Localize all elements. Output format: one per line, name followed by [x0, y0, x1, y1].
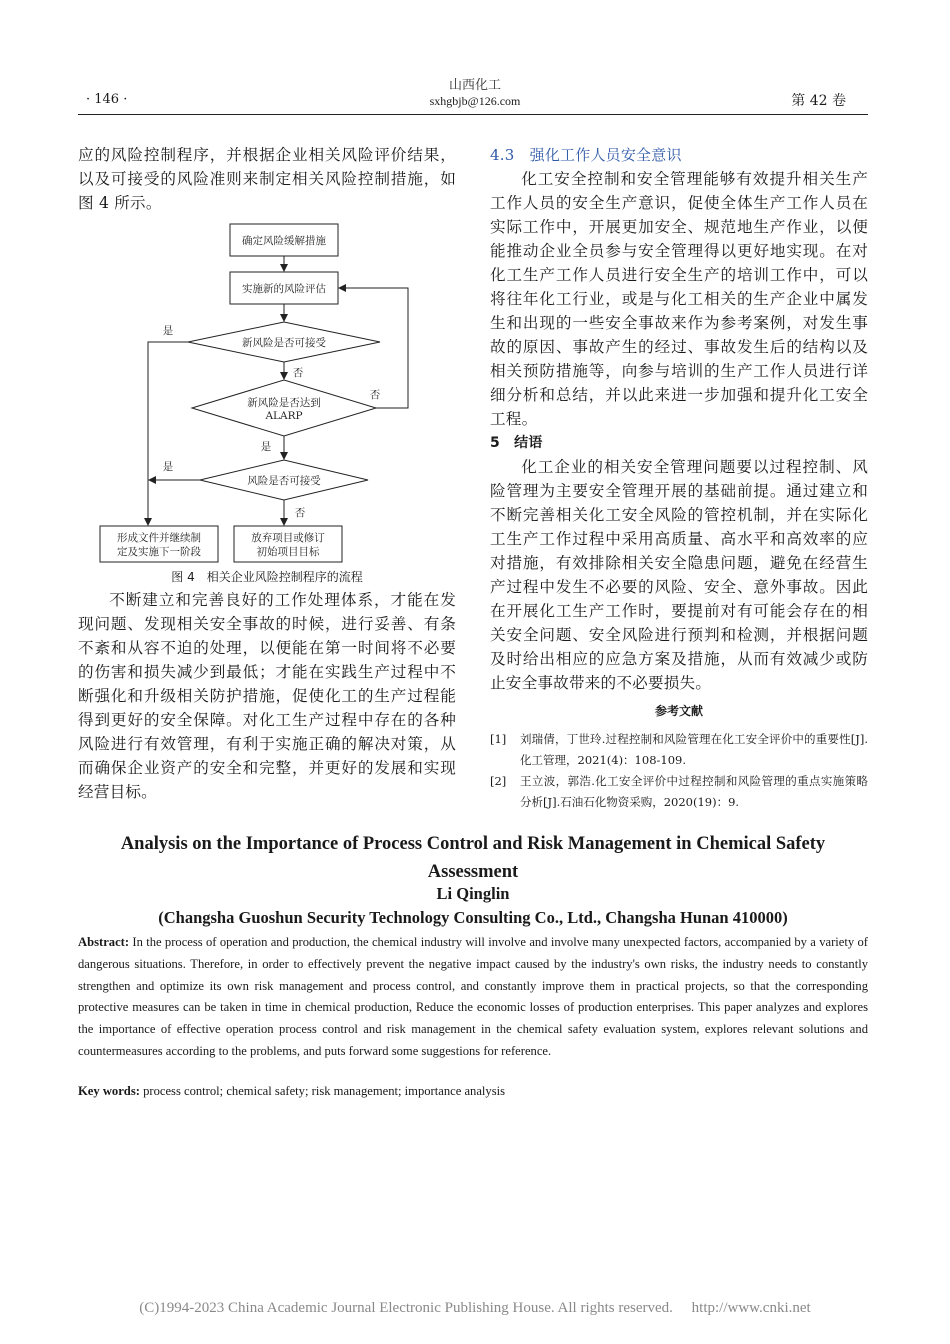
running-header	[375, 78, 575, 109]
right-column	[490, 143, 868, 813]
english-title: Analysis on the Importance of Process Control and Risk Management in Chemical Safety Assessment	[120, 834, 826, 882]
flow-no-1: 否	[292, 367, 304, 379]
flow-box3-label-2: 定及实施下一阶段	[117, 546, 201, 558]
flow-yes-1: 是	[162, 325, 174, 337]
left-intro	[78, 143, 456, 215]
journal-name: 山西化工	[448, 78, 501, 93]
english-abstract	[78, 932, 868, 1063]
section-4-3-body: 化工安全控制和安全管理能够有效提升相关生产工作人员的安全生产意识，促使全体生产工作人员在实际工作中，开展更加安全、规范地生产作业，以便能推动企业全员参与安全管理得以更好地实现。在对化工生产工作人员进行安全生产的培训工作中，可以将往年化工行业，或是与化工相关的生产企业中属发生和出现的一些安全事故来作为参考案例，对发生事故的原因、事故产生的经过、事故发生后的结构以及相关预防措施等，向参与培训的生产工作人员进行详细分析和总结，并以此来进一步加强和提升化工安全工程。	[490, 170, 868, 428]
page-number: · 146 ·	[86, 92, 128, 107]
english-affiliation: (Changsha Guoshun Security Technology Consulting Co., Ltd., Changsha Hunan 410000)	[158, 908, 788, 927]
keywords-label: Key words:	[78, 1084, 140, 1098]
header-rule	[78, 114, 868, 115]
body-paragraph-2: 不断建立和完善良好的工作处理体系，才能在发现问题、发现相关安全事故的时候，进行妥善、有条不紊和从容不迫的处理，以便能在第一时间将不必要的伤害和损失减少到最低；才能在实践生产过程中不断强化和升级相关防护措施，促使化工的生产过程能得到更好的安全保障。对化工生产过程中存在的各种风险进行有效管理，有利于实施正确的解决对策，从而确保企业资产的安全和完整，并更好的发展和实现经营目标。	[78, 591, 456, 801]
reference-text: 王立波，郭浩.化工安全评价中过程控制和风险管理的重点实施策略分析[J].石油石化物资采购，2020(19)：9.	[520, 774, 868, 809]
volume-label: 第 42 卷	[791, 93, 846, 109]
reference-item	[490, 771, 868, 813]
reference-number: [2]	[490, 774, 507, 788]
figure-caption: 图 4 相关企业风险控制程序的流程	[171, 570, 363, 584]
references-title: 参考文献	[654, 704, 703, 718]
flow-box3-label-1: 形成文件并继续制	[117, 532, 201, 544]
abstract-text: In the process of operation and production, the chemical industry will involve and involve many unexpected factors, accompanied by a variety of dangerous situations. Therefore, in order to effectively prevent the negative impact caused by the industry's own risks, the industry needs to constantly strengthen and optimize its own risk management and process control, and constantly improve them in practical projects, so that the corresponding protective measures can be taken in time in chemical production, Reduce the economic losses of production enterprises. This paper analyzes and explores the importance of effective operation process control and risk management in the chemical safety evaluation system, explores relevant solutions and countermeasures according to the problems, and puts forward some suggestions for reference.	[78, 935, 868, 1058]
section-4-3-title: 4.3 强化工作人员安全意识	[490, 146, 682, 164]
flow-box4-label-2: 初始项目目标	[256, 546, 320, 558]
copyright-footer: (C)1994-2023 China Academic Journal Electronic Publishing House. All rights reserved. http://www.cnki.net	[139, 1300, 811, 1316]
journal-email: sxhgbjb@126.com	[429, 94, 521, 108]
reference-number: [1]	[490, 732, 507, 746]
english-author: Li Qinglin	[436, 884, 510, 903]
english-keywords	[78, 1084, 868, 1099]
flow-no-3: 否	[294, 507, 306, 519]
flow-box1-label: 确定风险缓解措施	[242, 235, 326, 247]
risk-control-flowchart	[78, 218, 456, 568]
reference-item	[490, 729, 868, 771]
flow-box2-label: 实施新的风险评估	[242, 283, 326, 295]
flow-diamond2-label-1: 新风险是否达到	[247, 397, 321, 409]
intro-paragraph: 应的风险控制程序，并根据企业相关风险评价结果，以及可接受的风险准则来制定相关风险控制措施，如图 4 所示。	[78, 146, 456, 212]
flow-diamond3-label: 风险是否可接受	[247, 475, 321, 487]
keywords-text: process control; chemical safety; risk management; importance analysis	[143, 1084, 506, 1098]
section-5-title: 5 结语	[490, 435, 543, 451]
flow-no-2: 否	[369, 389, 381, 401]
flow-diamond2-label-2: ALARP	[265, 410, 303, 422]
flow-box4-label-1: 放弃项目或修订	[251, 532, 325, 544]
flow-yes-2: 是	[260, 441, 272, 453]
left-body	[78, 588, 456, 804]
flow-yes-3: 是	[162, 461, 174, 473]
abstract-label: Abstract:	[78, 935, 130, 949]
reference-text: 刘瑞倩，丁世玲.过程控制和风险管理在化工安全评价中的重要性[J].化工管理，2021(4)：108-109.	[520, 732, 868, 767]
section-5-body: 化工企业的相关安全管理问题要以过程控制、风险管理为主要安全管理开展的基础前提。通过建立和不断完善相关化工安全风险的管控机制，并在实际化工生产工作过程中采用高质量、高水平和高效率的应对措施，有效排除相关安全隐患问题，避免在经营生产过程中发生不必要的风险、安全、意外事故。因此在开展化工生产工作时，要提前对有可能会存在的相关安全问题、安全风险进行预判和检测，并根据问题及时给出相应的应急方案及措施，从而有效减少或防止安全事故带来的不必要损失。	[490, 458, 868, 692]
flow-diamond1-label: 新风险是否可接受	[242, 337, 326, 349]
